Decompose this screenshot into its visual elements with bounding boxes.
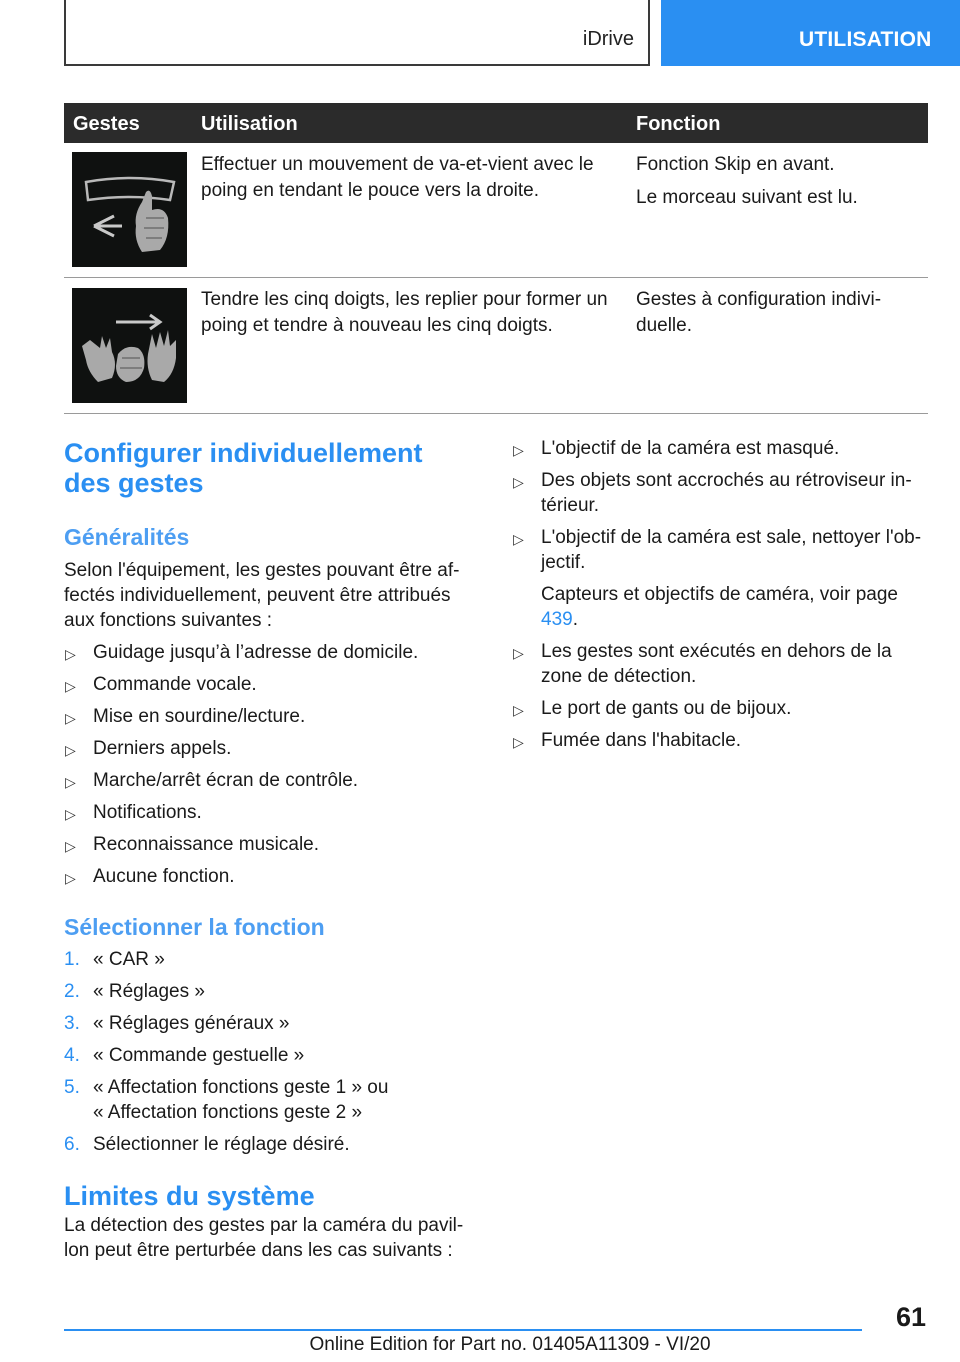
bullet-triangle-icon: ▷ [65,870,76,886]
thumb-swipe-right-gesture-icon [72,152,187,267]
header-chapter-label: UTILISATION [799,28,932,51]
list-item: ▷ Marche/arrêt écran de contrôle. [64,768,474,793]
open-close-hand-gesture-icon [72,288,187,403]
table-header-row [64,103,928,143]
system-limits-title: Limites du système [64,1181,315,1211]
table-row [64,143,928,278]
list-item: ▷ Notifications. [64,800,474,825]
bullet-triangle-icon: ▷ [513,645,524,661]
system-limits-intro: La détection des gestes par la caméra du pavil-lon peut être perturbée dans les cas suivants : [64,1215,464,1261]
left-column [64,438,474,1263]
list-item: ▷ Fumée dans l'habitacle. [512,728,928,753]
function-list [64,640,474,889]
bullet-triangle-icon: ▷ [65,678,76,694]
gestures-table [64,103,928,414]
bullet-triangle-icon: ▷ [65,646,76,662]
list-item: ▷ Des objets sont accrochés au rétroviseur in-térieur. [513,470,912,516]
generalities-heading: Généralités [64,524,190,550]
bullet-triangle-icon: ▷ [513,531,524,547]
list-item: ▷ Les gestes sont exécutés en dehors de la zone de détection. [513,641,892,687]
header-section-box [64,0,650,66]
limits-list [512,436,928,753]
right-column [512,438,928,753]
bullet-triangle-icon: ▷ [65,742,76,758]
list-item: ▷ Aucune fonction. [64,864,474,889]
list-item: ▷ Reconnaissance musicale. [64,832,474,857]
function-line: Le morceau suivant est lu. [636,187,858,208]
header-section-label: iDrive [582,28,634,50]
list-item: ▷ L'objectif de la caméra est masqué. [512,436,928,461]
section-title: Configurer individuellement des gestes [64,438,423,498]
select-function-heading: Sélectionner la fonction [64,914,325,940]
row-usage-text: Tendre les cinq doigts, les replier pour former un poing et tendre à nouveau les cinq doigts. [201,289,608,336]
row-usage-text: Effectuer un mouvement de va-et-vient avec le poing en tendant le pouce vers la droite. [201,154,594,201]
bullet-triangle-icon: ▷ [65,710,76,726]
cross-reference: Capteurs et objectifs de caméra, voir page 439. [541,584,898,630]
bullet-triangle-icon: ▷ [513,702,524,718]
function-line: Fonction Skip en avant. [636,154,835,175]
table-header-gestes: Gestes [73,113,140,135]
table-header-fonction: Fonction [636,113,721,135]
bullet-triangle-icon: ▷ [513,442,524,458]
table-row [64,278,928,414]
list-item: ▷ Commande vocale. [64,672,474,697]
step-item: 4. « Commande gestuelle » [64,1045,305,1066]
list-item: ▷ L'objectif de la caméra est sale, nettoyer l'ob-jectif. Capteurs et objectifs de caméra, voir page 439. [512,525,928,632]
bullet-triangle-icon: ▷ [65,806,76,822]
page-number: 61 [895,1302,926,1332]
bullet-triangle-icon: ▷ [65,774,76,790]
row-function-text [636,152,926,211]
header-chapter-box [661,0,960,66]
page-link[interactable]: 439 [541,609,573,630]
bullet-triangle-icon: ▷ [513,734,524,750]
bullet-triangle-icon: ▷ [65,838,76,854]
generalities-intro: Selon l'équipement, les gestes pouvant être af-fectés individuellement, peuvent être attribués aux fonctions suivantes : [64,560,460,631]
bullet-triangle-icon: ▷ [513,474,524,490]
step-item: 6. Sélectionner le réglage désiré. [64,1134,350,1155]
table-header-utilisation: Utilisation [201,113,298,135]
step-item: 2. « Réglages » [64,981,205,1002]
footer-rule [64,1329,862,1331]
list-item: ▷ Mise en sourdine/lecture. [64,704,474,729]
step-item: 5. « Affectation fonctions geste 1 » ou « Affectation fonctions geste 2 » [64,1077,389,1123]
list-item: ▷ Guidage jusqu’à l’adresse de domicile. [64,640,474,665]
step-item: 1. « CAR » [64,949,165,970]
steps-list [64,947,474,1157]
row-function-text [636,287,926,339]
function-line: Gestes à configuration indivi-duelle. [636,289,882,336]
list-item: ▷ Le port de gants ou de bijoux. [512,696,928,721]
footer-edition: Online Edition for Part no. 01405A11309 - VI/20 [309,1334,711,1355]
list-item: ▷ Derniers appels. [64,736,474,761]
step-item: 3. « Réglages généraux » [64,1013,290,1034]
